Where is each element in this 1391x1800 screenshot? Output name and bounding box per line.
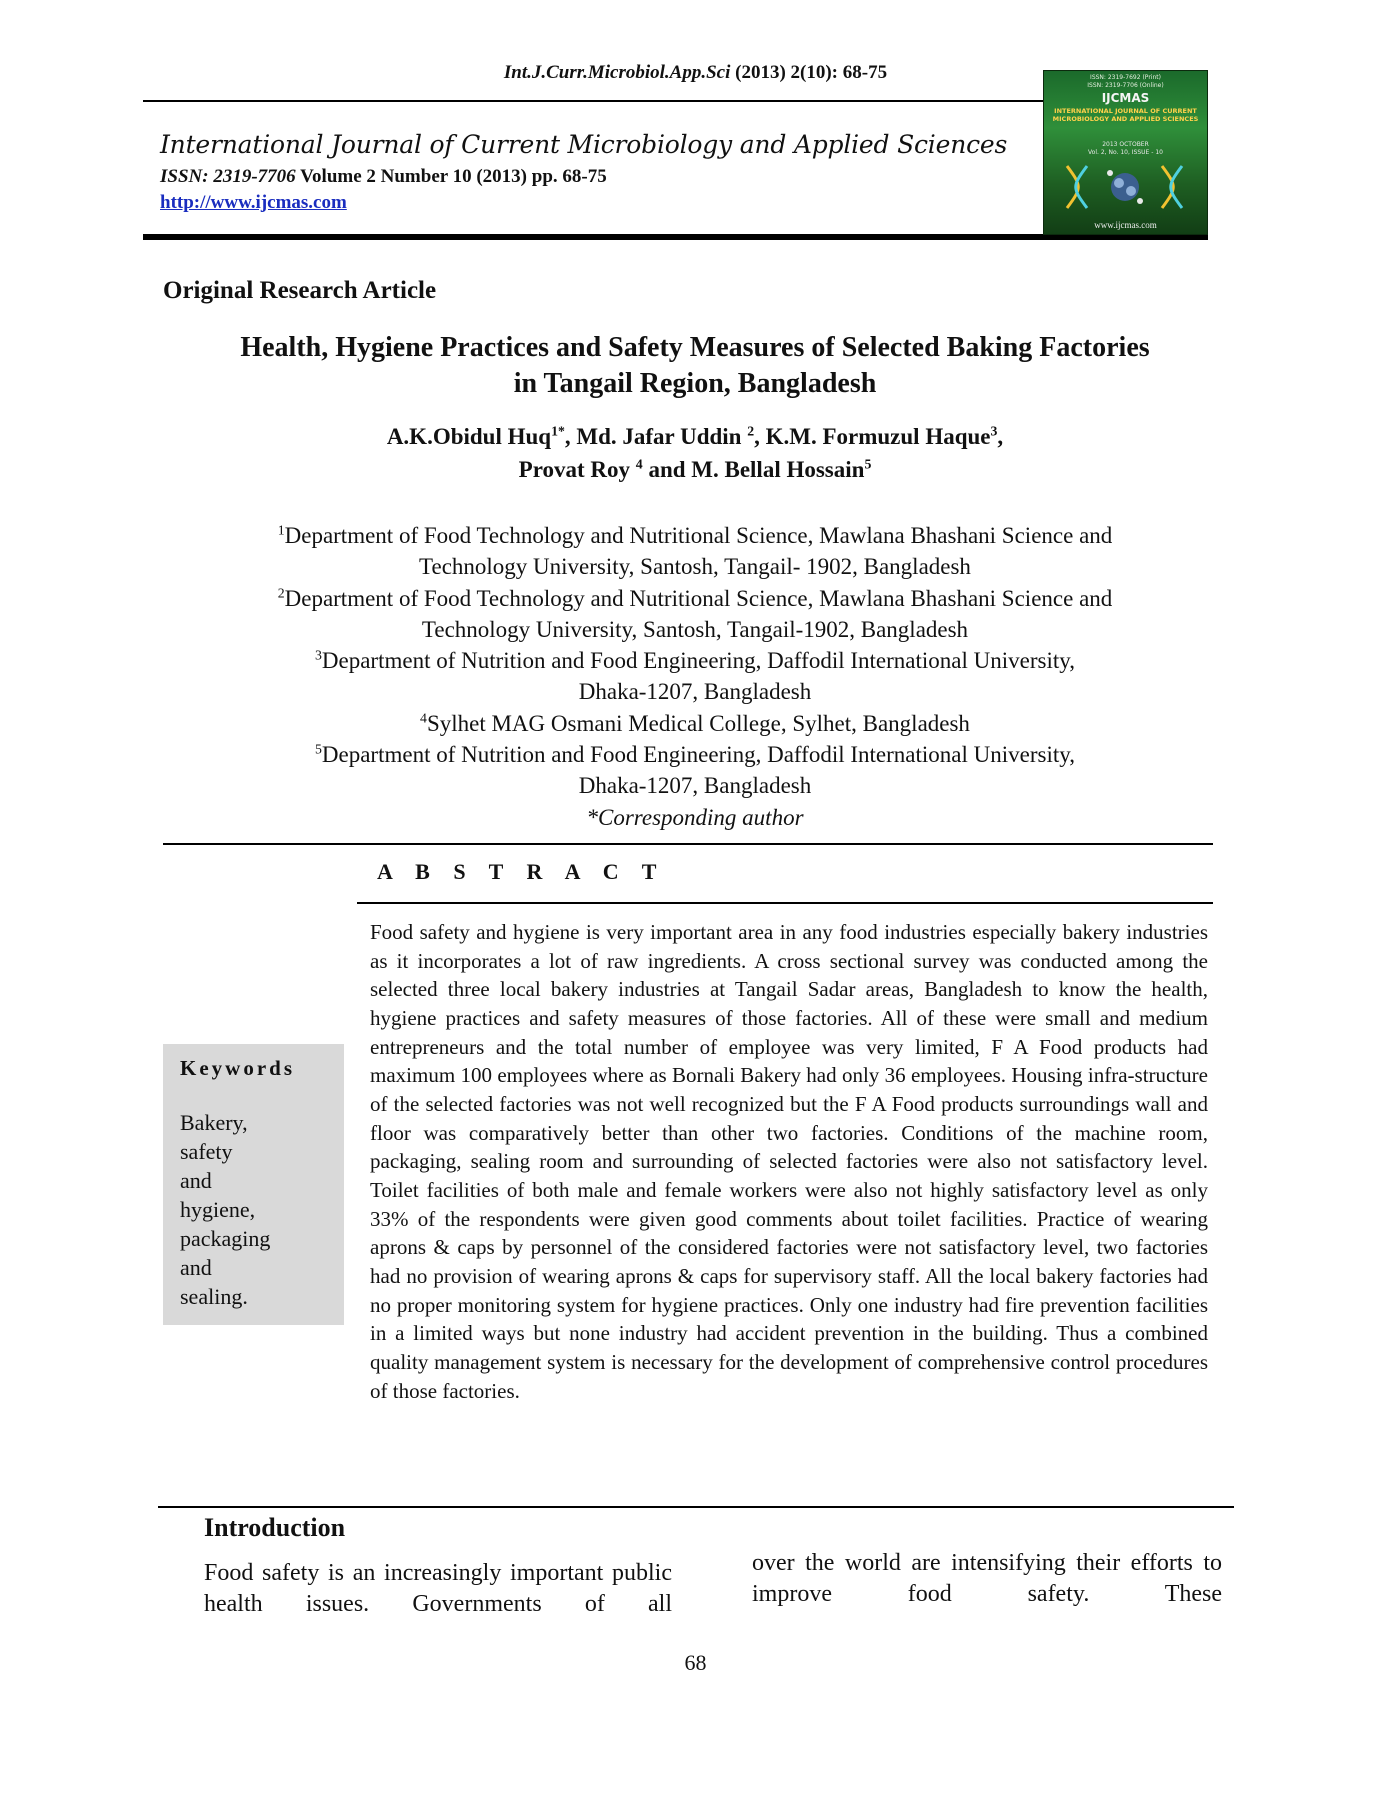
article-title-line-2: in Tangail Region, Bangladesh <box>513 368 877 399</box>
author-separator: and <box>642 457 692 482</box>
author-affiliation-mark: 4 <box>635 456 643 472</box>
affiliation-5-cont: Dhaka-1207, Bangladesh <box>578 773 812 799</box>
article-title-line-1: Health, Hygiene Practices and Safety Measures of Selected Baking Factories <box>240 332 1150 363</box>
cover-subtitle: INTERNATIONAL JOURNAL OF CURRENT MICROBIOLOGY AND APPLIED SCIENCES <box>1052 107 1199 123</box>
author-line-1 <box>140 420 1250 453</box>
journal-name: International Journal of Current Microbiology and Applied Sciences <box>160 130 1008 159</box>
affiliation-3 <box>150 645 1240 676</box>
cover-issue-date: 2013 OCTOBER <box>1102 141 1149 148</box>
keyword: safety <box>180 1139 233 1164</box>
author-affiliation-mark: 3 <box>990 423 998 439</box>
keyword: hygiene, <box>180 1197 256 1222</box>
introduction-column-1: Food safety is an increasingly important public health issues. Governments of all <box>204 1560 672 1617</box>
article-type: Original Research Article <box>163 277 437 304</box>
author-separator: , <box>754 424 766 449</box>
abstract-rule-mid <box>357 902 1213 904</box>
affiliation-text: Department of Food Technology and Nutritional Science, Mawlana Bhashani Science and <box>284 523 1113 548</box>
cover-website: www.ijcmas.com <box>1094 220 1157 230</box>
affiliation-mark: 4 <box>420 710 427 726</box>
keyword: sealing. <box>180 1284 248 1309</box>
affiliations <box>150 520 1240 833</box>
author-name: M. Bellal Hossain <box>691 457 865 482</box>
corresponding-author-note: *Corresponding author <box>586 804 804 830</box>
keywords-title: Keywords <box>180 1056 295 1080</box>
keyword: Bakery, <box>180 1110 248 1135</box>
cover-issn-badge <box>1044 74 1207 90</box>
keyword: and <box>180 1255 212 1280</box>
author-name: Md. Jafar Uddin <box>576 424 748 449</box>
cover-issue <box>1044 141 1207 157</box>
affiliation-text: Department of Nutrition and Food Engineering, Daffodil International University, <box>321 742 1075 768</box>
author-affiliation-mark: 5 <box>864 456 872 472</box>
abstract-rule-top <box>163 843 1213 845</box>
author-affiliation-mark: 1* <box>551 423 565 439</box>
affiliation-1 <box>150 520 1240 551</box>
affiliation-2 <box>150 583 1240 614</box>
cover-issue-number: Vol. 2, No. 10, ISSUE - 10 <box>1088 149 1163 156</box>
keyword: packaging <box>180 1226 271 1251</box>
abstract-body: Food safety and hygiene is very important area in any food industries especially bakery industries as it incorporates a lot of raw ingredients. A cross sectional survey was conducted among the selected three local bakery industries at Tangail Sadar areas, Bangladesh to know the health, hygiene practices and safety measures of those factories. All of these were small and medium entrepreneurs and the total number of employee was very limited, F A Food products had maximum 100 employees where as Bornali Bakery had only 36 employees. Housing infra-structure of the selected factories was not well recognized but the F A Food products surroundings wall and floor was comparatively better than other two factories. Conditions of the machine room, packaging, sealing room and surrounding of selected factories were also not satisfactory level. Toilet facilities of both male and female workers were also not highly satisfactory level as only 33% of the respondents were given good comments about toilet facilities. Practice of wearing aprons & caps by personnel of the considered factories were not satisfactory level, two factories had no provision of wearing aprons & caps for supervisory staff. All the local bakery factories had no proper monitoring system for hygiene practices. Only one industry had fire prevention facilities in a limited ways but none industry had accident prevention in the building. Thus a combined quality management system is necessary for the development of comprehensive control procedures of those factories. <box>370 920 1208 1403</box>
introduction-heading: Introduction <box>204 1513 346 1542</box>
affiliation-mark: 5 <box>315 741 322 757</box>
abstract-rule-bottom <box>158 1506 1234 1508</box>
cover-issn-online: ISSN: 2319-7706 (Online) <box>1087 82 1164 89</box>
running-head-journal: Int.J.Curr.Microbiol.App.Sci <box>503 62 731 83</box>
journal-cover-image <box>1043 70 1208 235</box>
affiliation-text: Sylhet MAG Osmani Medical College, Sylhet, Bangladesh <box>426 710 970 736</box>
author-name: A.K.Obidul Huq <box>386 424 552 449</box>
keyword: and <box>180 1168 212 1193</box>
author-separator: , <box>997 424 1004 449</box>
author-line-2 <box>140 453 1250 486</box>
affiliation-mark: 3 <box>315 647 322 663</box>
cover-title: IJCMAS <box>1101 91 1150 105</box>
author-name: Provat Roy <box>518 457 636 482</box>
journal-url-link[interactable]: http://www.ijcmas.com <box>160 192 347 213</box>
issn-line <box>160 166 607 188</box>
affiliation-mark: 1 <box>277 522 285 538</box>
page-number: 68 <box>684 1650 707 1675</box>
issue-info: Volume 2 Number 10 (2013) pp. 68-75 <box>295 166 607 187</box>
header-rule-top <box>143 100 1043 102</box>
cover-issn-print: ISSN: 2319-7692 (Print) <box>1090 74 1161 81</box>
affiliation-text: Department of Food Technology and Nutritional Science, Mawlana Bhashani Science and <box>284 585 1113 611</box>
affiliation-2-cont: Technology University, Santosh, Tangail-1902, Bangladesh <box>421 616 969 642</box>
affiliation-text: Department of Nutrition and Food Engineering, Daffodil International University, <box>321 648 1075 674</box>
author-list <box>140 420 1250 486</box>
affiliation-mark: 2 <box>277 584 285 600</box>
affiliation-4 <box>150 708 1240 739</box>
author-name: K.M. Formuzul Haque <box>765 424 991 449</box>
author-affiliation-mark: 2 <box>747 423 755 439</box>
affiliation-5 <box>150 739 1240 770</box>
affiliation-1-cont: Technology University, Santosh, Tangail- 1902, Bangladesh <box>419 554 971 580</box>
issn: ISSN: 2319-7706 <box>160 166 296 187</box>
abstract-heading: A B S T R A C T <box>377 859 666 884</box>
author-separator: , <box>564 424 577 449</box>
introduction-column-2: over the world are intensifying their efforts to improve food safety. These <box>752 1550 1222 1607</box>
affiliation-3-cont: Dhaka-1207, Bangladesh <box>578 679 812 705</box>
keywords-box <box>163 1044 344 1325</box>
dna-helix-icon <box>1062 161 1189 213</box>
running-head-volume: (2013) 2(10): 68-75 <box>730 62 888 83</box>
article-title <box>140 330 1250 402</box>
keywords-list <box>180 1108 340 1311</box>
